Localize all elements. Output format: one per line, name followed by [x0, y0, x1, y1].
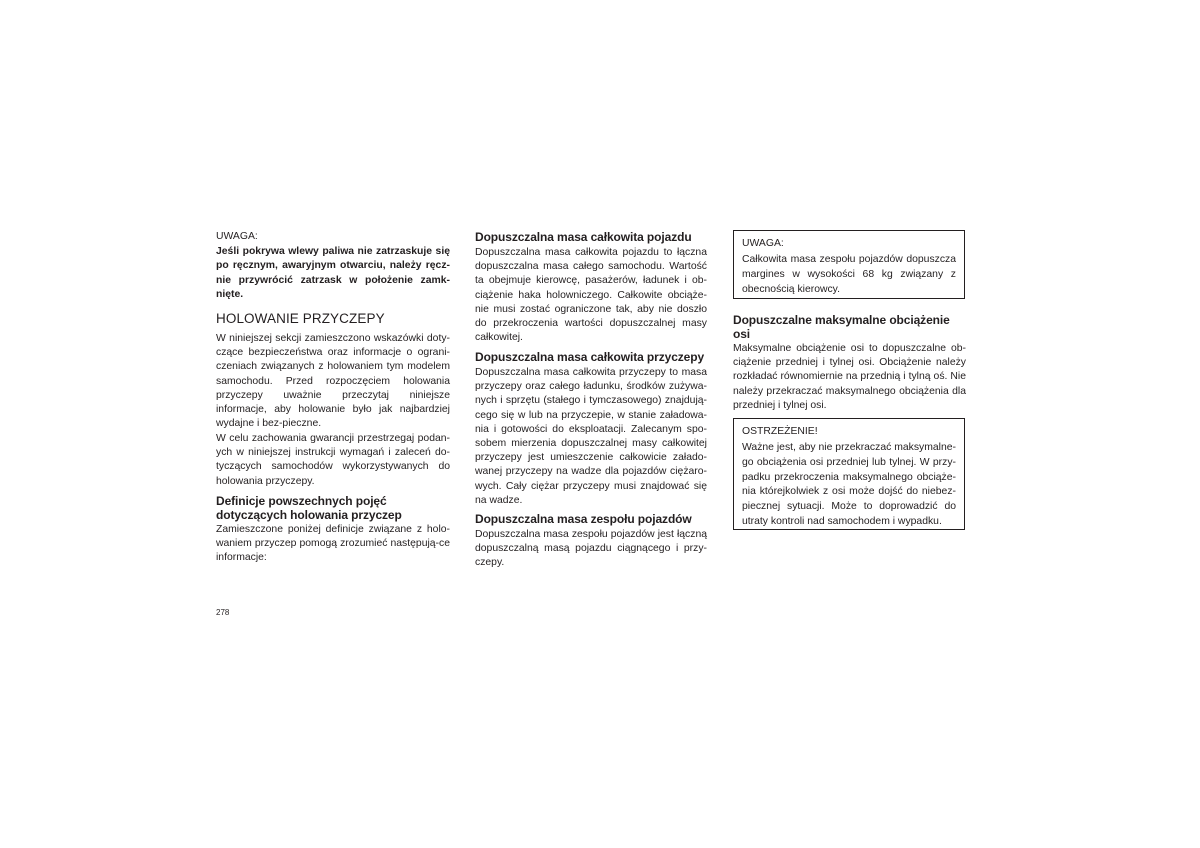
- gcwr-paragraph: Dopuszczalna masa zespołu pojazdów jest łączną dopuszczalną masą pojazdu ciągnącego i przy-czepy.: [475, 529, 707, 569]
- note-text: Jeśli pokrywa wlewy paliwa nie zatrzaskuje się po ręcznym, awaryjnym otwarciu, należy ręcz-nie przywrócić zatrzask w położenie zamk-nięte.: [216, 246, 450, 301]
- note-label: UWAGA:: [742, 238, 784, 249]
- definitions-heading: Definicje powszechnych pojęć dotyczących holowania przyczep: [216, 494, 402, 522]
- gawr-paragraph: Maksymalne obciążenie osi to dopuszczalne ob-ciążenie przedniej i tylnej osi. Obciążenie należy rozkładać równomiernie na przednią i tylną oś. Nie należy przekraczać maksymalnego obciążenia dla przedniej i tylnej osi.: [733, 343, 966, 411]
- warranty-paragraph: W celu zachowania gwarancji przestrzegaj podan-ych w niniejszej instrukcji wymagań i zaleceń do-tyczących samochodów wykorzystywanych do holowania przyczepy.: [216, 433, 450, 487]
- intro-paragraph: W niniejszej sekcji zamieszczono wskazówki doty-czące bezpieczeństwa oraz informacje o ograni-czeniach związanych z holowaniem tym modelem samochodu. Przed rozpoczęciem holowania przyczepy uważnie przeczytaj niniejsze informacje, aby holowanie było jak najbardziej wydajne i bez-pieczne.: [216, 333, 450, 430]
- note-box: [733, 230, 965, 299]
- gvwr-paragraph: Dopuszczalna masa całkowita pojazdu to łączna dopuszczalna masa całego samochodu. Wartość ta obejmuje kierowcę, pasażerów, ładunek i ob-ciążenie haka holowniczego. Całkowite obciąże-nie musi zostać ograniczone tak, aby nie doszło do przekroczenia wartości dopuszczalnej masy całkowitej.: [475, 247, 707, 344]
- gtw-heading: Dopuszczalna masa całkowita przyczepy: [475, 350, 705, 364]
- section-title: HOLOWANIE PRZYCZEPY: [216, 311, 385, 326]
- gawr-heading: Dopuszczalne maksymalne obciążenie osi: [733, 313, 950, 341]
- page-number: 278: [216, 608, 230, 617]
- definitions-intro-paragraph: Zamieszczone poniżej definicje związane z holo-waniem przyczep pomogą zrozumieć następują-ce informacje:: [216, 524, 450, 564]
- note-text: Całkowita masa zespołu pojazdów dopuszcza margines w wysokości 68 kg związany z obecnością kierowcy.: [742, 254, 956, 295]
- gvwr-heading: Dopuszczalna masa całkowita pojazdu: [475, 230, 692, 244]
- warning-text: Ważne jest, aby nie przekraczać maksymalne-go obciążenia osi przedniej lub tylnej. W przy-padku przekroczenia maksymalnego obciąże-nia którejkolwiek z osi może dojść do niebez-piecznej sytuacji. Może to doprowadzić do utraty kontroli nad samochodem i wypadku.: [742, 442, 956, 527]
- warning-label: OSTRZEŻENIE!: [742, 426, 818, 437]
- gcwr-heading: Dopuszczalna masa zespołu pojazdów: [475, 512, 692, 526]
- note-label: UWAGA:: [216, 231, 258, 242]
- gtw-paragraph: Dopuszczalna masa całkowita przyczepy to masa przyczepy oraz całego ładunku, środków zużywa-nych i sprzętu (stałego i tymczasowego) znajdują-cego się w lub na przyczepie, w stanie załadowa-nia i gotowości do eksploatacji. Zalecanym spo-sobem mierzenia dopuszczalnej masy całkowitej przyczepy jest umieszczenie całkowicie załado-wanej przyczepy na wadze dla pojazdów ciężaro-wych. Cały ciężar przyczepy musi znajdować się na wadze.: [475, 367, 707, 506]
- warning-box: [733, 418, 965, 530]
